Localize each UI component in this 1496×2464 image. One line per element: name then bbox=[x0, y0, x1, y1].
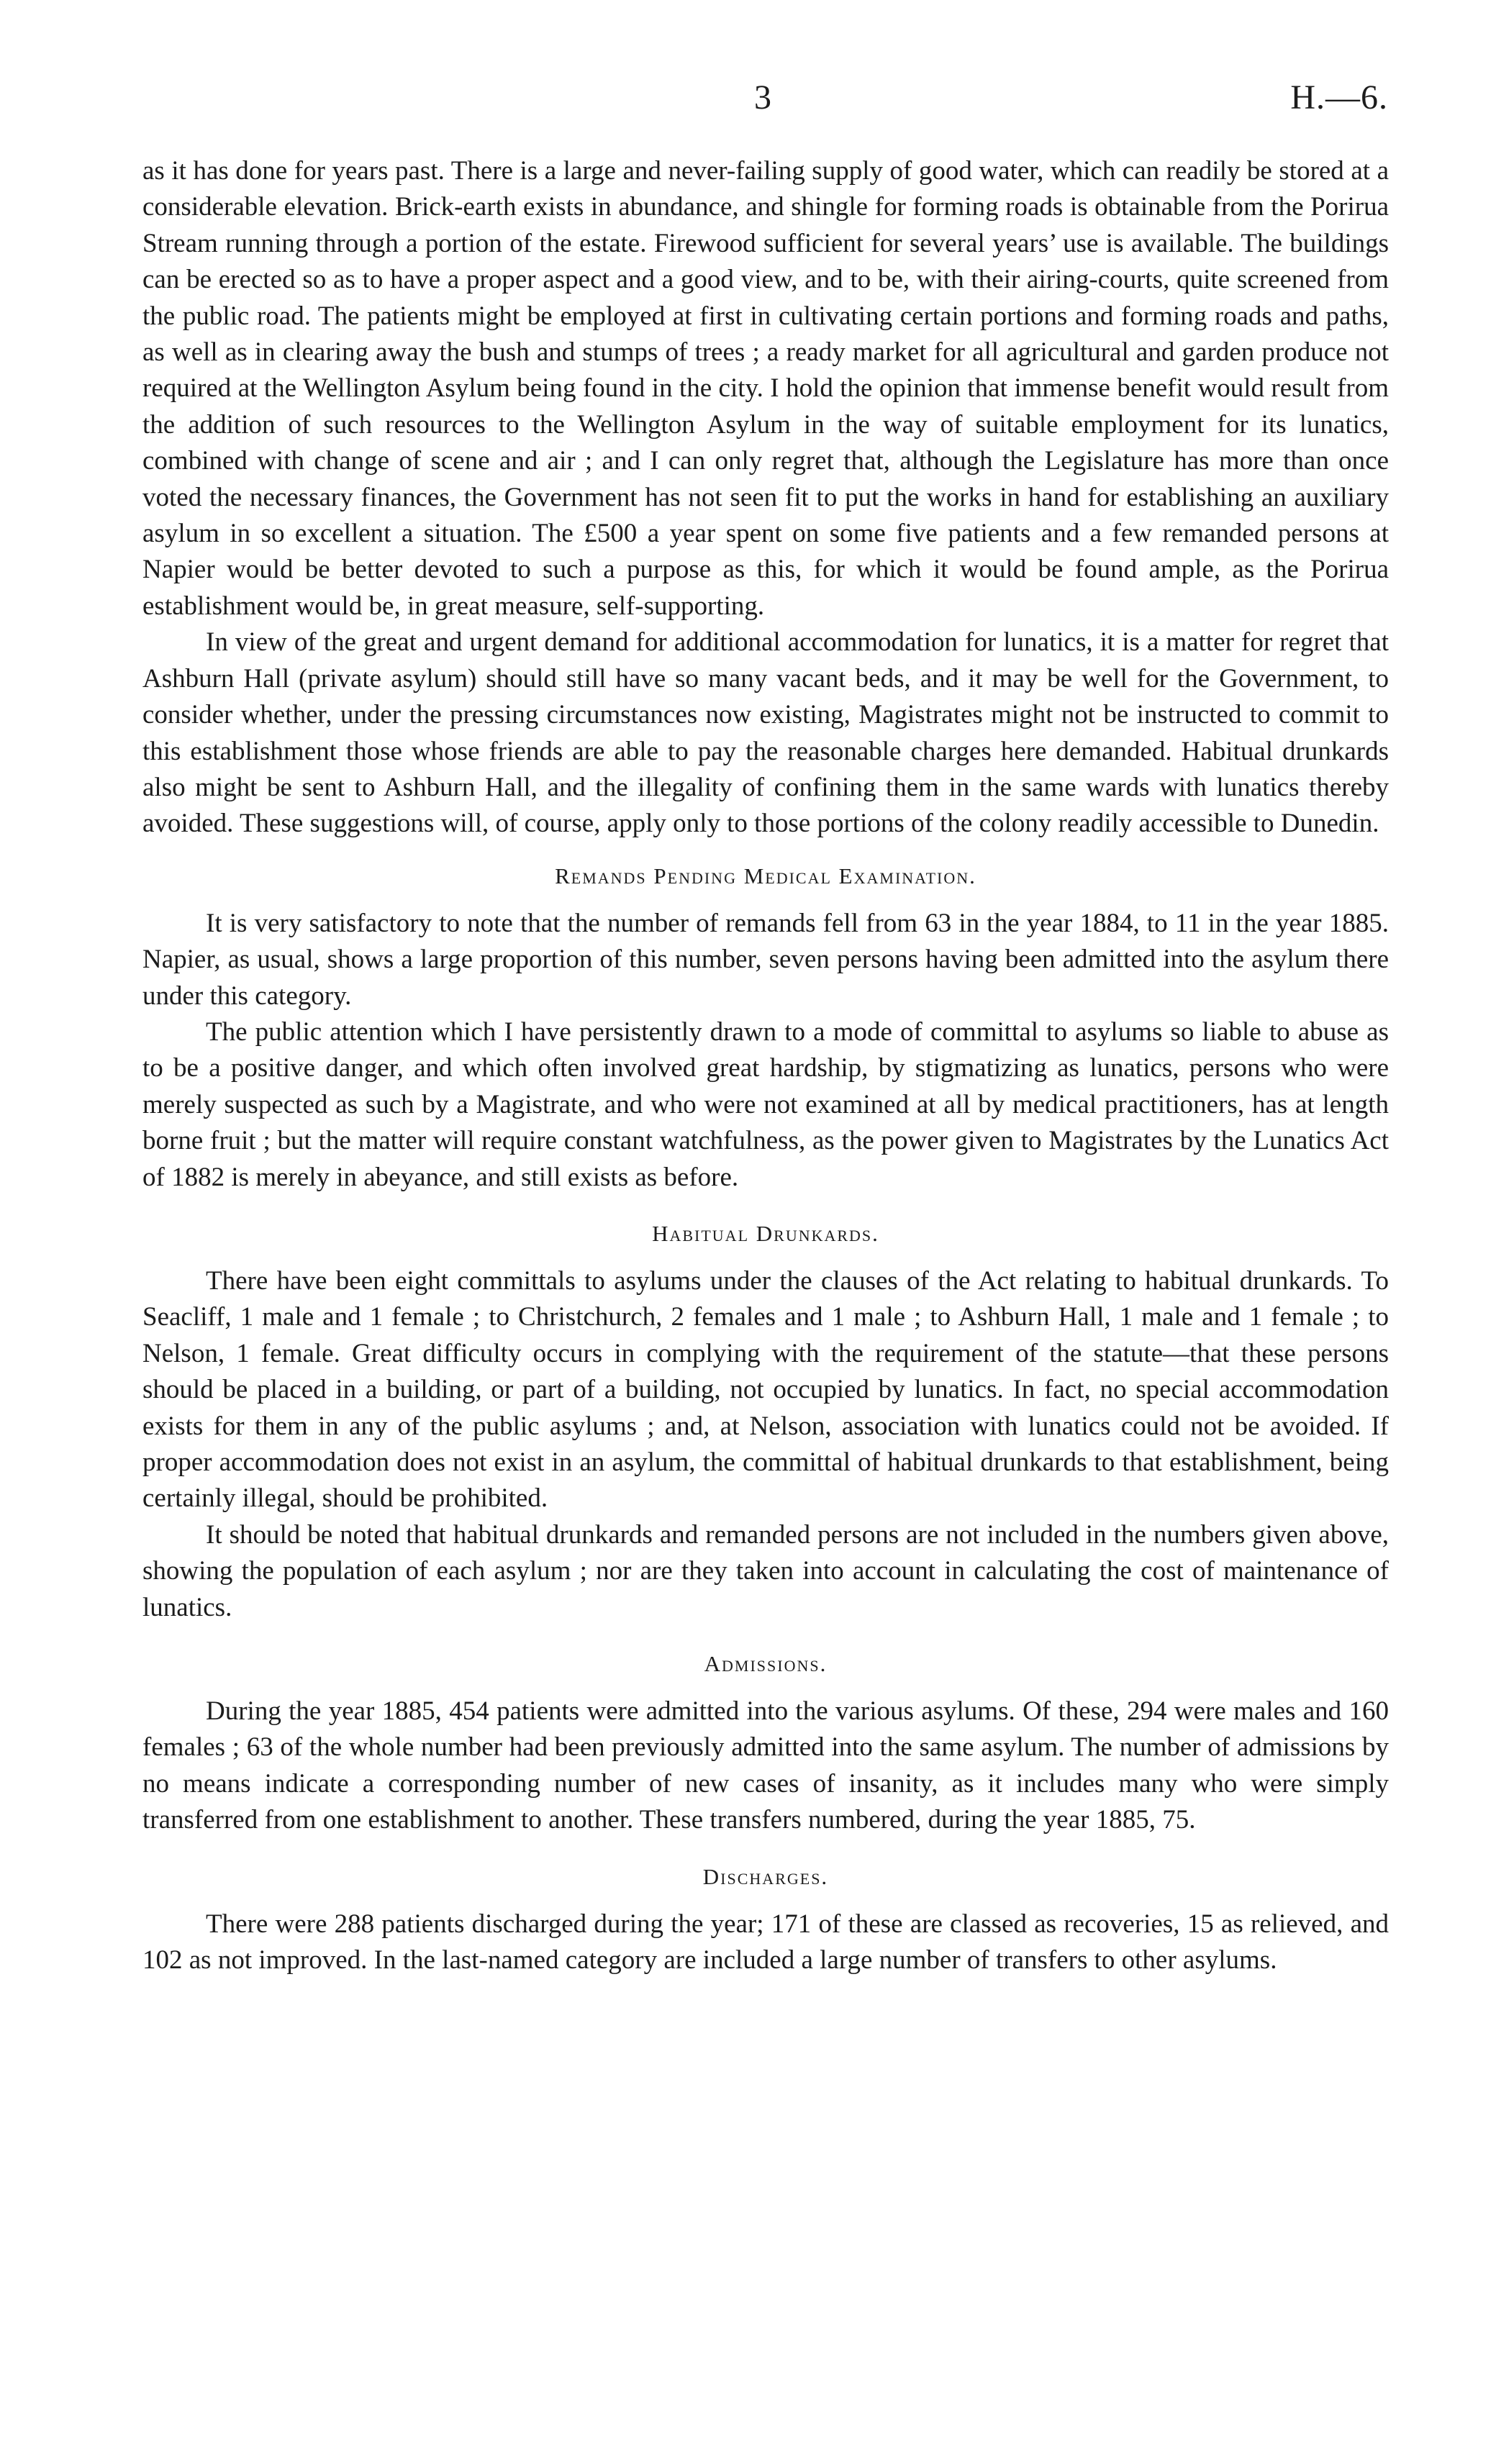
heading-discharges: Discharges. bbox=[702, 1863, 829, 1889]
heading-remands: Remands Pending Medical Examination. bbox=[555, 863, 976, 888]
heading-admissions: Admissions. bbox=[704, 1651, 828, 1677]
paragraph-drunkards-committals: There have been eight committals to asylums under the clauses of the Act relating to habitual drunkards. To Seacliff, 1 male and 1 female ; to Christchurch, 2 females and 1 male ; to Ashburn Hall, 1 male and 1 female ; to Nelson, 1 female. Great difficulty occurs in complying with the requirement of the statute—that these persons should be placed in a building, or part of a building, not occupied by lunatics. In fact, no special accommodation exists for them in any of the public asylums ; and, at Nelson, association with lunatics could not be avoided. If proper accommodation does not exist in an asylum, the committal of habitual drunkards to that establishment, being certainly illegal, should be prohibited. bbox=[142, 1265, 1389, 1514]
document-reference: H.—6. bbox=[1290, 78, 1388, 117]
report-body bbox=[142, 153, 1389, 1978]
paragraph-remands-committal: The public attention which I have persistently drawn to a mode of committal to asylums so liable to abuse as to be a positive danger, and which often involved great hardship, by stigmatizing as lunatics, persons who were merely suspected as such by a Magistrate, and who were not examined at all by medical practitioners, has at length borne fruit ; but the matter will require constant watchfulness, as the power given to Magistrates by the Lunatics Act of 1882 is merely in abeyance, and still exists as before. bbox=[142, 1017, 1389, 1192]
paragraph-admissions: During the year 1885, 454 patients were admitted into the various asylums. Of these, 294 were males and 160 females ; 63 of the whole number had been previously admitted into the same asylum. The number of admissions by no means indicate a corresponding number of new cases of insanity, as it includes many who were simply transferred from one establishment to another. These transfers numbered, during the year 1885, 75. bbox=[142, 1696, 1389, 1835]
paragraph-discharges: There were 288 patients discharged during the year; 171 of these are classed as recoveries, 15 as relieved, and 102 as not improved. In the last-named category are included a large number of transfers to other asylums. bbox=[142, 1909, 1389, 1976]
page-number: 3 bbox=[754, 78, 771, 117]
paragraph-drunkards-note: It should be noted that habitual drunkards and remanded persons are not included in the numbers given above, showing the population of each asylum ; nor are they taken into account in calculating the cost of maintenance of lunatics. bbox=[142, 1519, 1389, 1622]
heading-habitual-drunkards: Habitual Drunkards. bbox=[652, 1220, 879, 1246]
paragraph-ashburn-hall: In view of the great and urgent demand for additional accommodation for lunatics, it is a matter for regret that Ashburn Hall (private asylum) should still have so many vacant beds, and it may be well for the Government, to consider whether, under the pressing circumstances now existing, Magistrates might not be instructed to commit to this establishment those whose friends are able to pay the reasonable charges here demanded. Habitual drunkards also might be sent to Ashburn Hall, and the illegality of confining them in the same wards with lunatics thereby avoided. These suggestions will, of course, apply only to those portions of the colony readily accessible to Dunedin. bbox=[142, 627, 1389, 839]
paragraph-remands-numbers: It is very satisfactory to note that the number of remands fell from 63 in the year 1884, to 11 in the year 1885. Napier, as usual, shows a large proportion of this number, seven persons having been admitted into the asylum there under this category. bbox=[142, 908, 1389, 1011]
paragraph-porirua-estate: as it has done for years past. There is a large and never-failing supply of good water, which can readily be stored at a considerable elevation. Brick-earth exists in abundance, and shingle for forming roads is obtainable from the Porirua Stream running through a portion of the estate. Firewood sufficient for several years’ use is available. The buildings can be erected so as to have a proper aspect and a good view, and to be, with their airing-courts, quite screened from the public road. The patients might be employed at first in cultivating certain portions and forming roads and paths, as well as in clearing away the bush and stumps of trees ; a ready market for all agricultural and garden produce not required at the Wellington Asylum being found in the city. I hold the opinion that immense benefit would result from the addition of such resources to the Wellington Asylum in the way of suitable employment for its lunatics, combined with change of scene and air ; and I can only regret that, although the Legislature has more than once voted the necessary finances, the Government has not seen fit to put the works in hand for establishing an auxiliary asylum in so excellent a situation. The £500 a year spent on some five patients and a few remanded persons at Napier would be better devoted to such a purpose as this, for which it would be found ample, as the Porirua establishment would be, in great measure, self-supporting. bbox=[142, 156, 1389, 621]
